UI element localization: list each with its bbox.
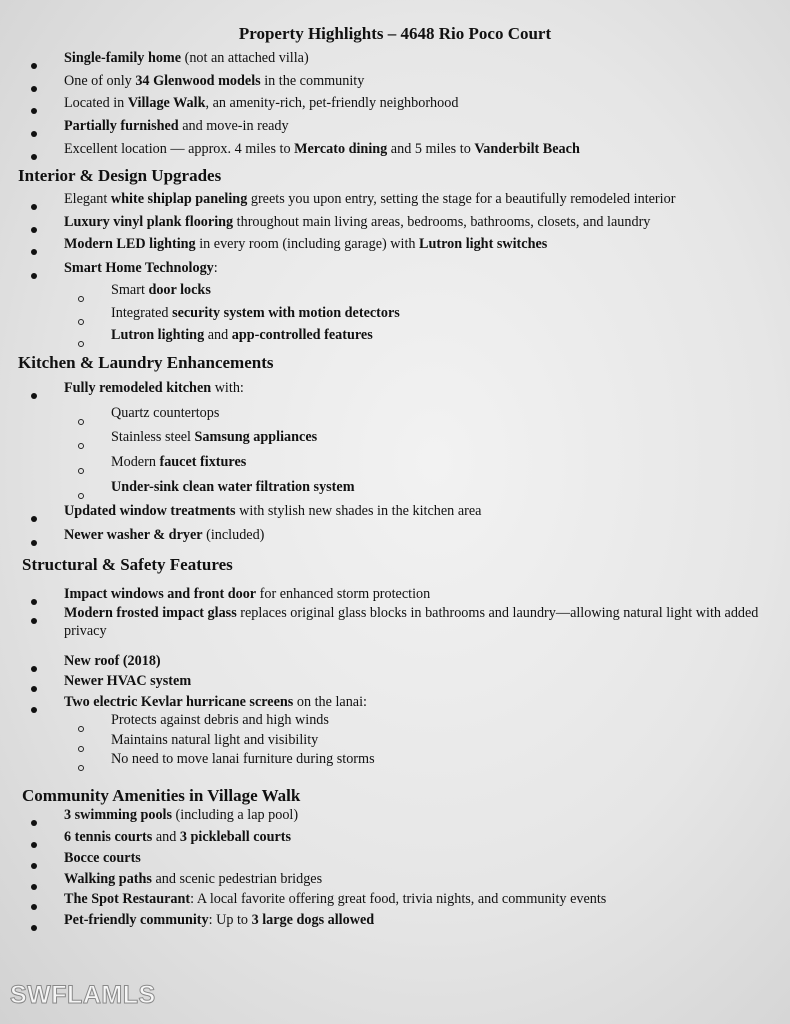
list-item bbox=[64, 870, 764, 888]
hollow-bullet-icon bbox=[78, 341, 84, 347]
section-heading-community: Community Amenities in Village Walk bbox=[22, 786, 301, 805]
bullet-icon bbox=[31, 86, 37, 92]
bold-text: Mercato dining bbox=[294, 141, 388, 157]
bold-text: app-controlled features bbox=[231, 327, 373, 343]
bold-text: 34 Glenwood models bbox=[135, 73, 261, 89]
bullet-icon bbox=[31, 925, 37, 931]
bullet-icon bbox=[31, 820, 37, 826]
watermark-logo: SWFLAMLS bbox=[10, 981, 156, 1009]
bold-text: Modern LED lighting bbox=[64, 236, 196, 252]
sub-list-item bbox=[111, 711, 751, 729]
bullet-icon bbox=[31, 842, 37, 848]
bold-text: Under-sink clean water filtration system bbox=[111, 479, 355, 495]
section-heading-structural: Structural & Safety Features bbox=[22, 555, 233, 574]
list-item bbox=[64, 693, 764, 711]
bold-text: Lutron lighting bbox=[111, 327, 205, 343]
list-item bbox=[64, 140, 764, 158]
bold-text: Partially furnished bbox=[64, 118, 179, 134]
bold-text: 6 tennis courts bbox=[64, 829, 153, 845]
text: Located in bbox=[64, 95, 128, 111]
bold-text: Bocce courts bbox=[64, 850, 141, 866]
text: Stainless steel bbox=[111, 429, 195, 445]
bullet-icon bbox=[31, 599, 37, 605]
bold-text: Newer HVAC system bbox=[64, 673, 192, 689]
sub-list-item bbox=[111, 750, 751, 768]
text: (not an attached villa) bbox=[181, 50, 309, 66]
list-item bbox=[64, 213, 764, 231]
bold-text: New roof (2018) bbox=[64, 653, 161, 669]
list-item bbox=[64, 502, 764, 520]
bold-text: Newer washer & dryer bbox=[64, 527, 203, 543]
text: Maintains natural light and visibility bbox=[111, 732, 319, 748]
text: Elegant bbox=[64, 191, 111, 207]
text: (including a lap pool) bbox=[172, 807, 299, 823]
text: for enhanced storm protection bbox=[256, 586, 431, 602]
text: : bbox=[213, 260, 218, 276]
bold-text: 3 pickleball courts bbox=[179, 829, 292, 845]
list-item bbox=[64, 828, 764, 846]
bullet-icon bbox=[31, 904, 37, 910]
text: with: bbox=[211, 380, 244, 396]
list-item bbox=[64, 890, 764, 908]
bullet-icon bbox=[31, 666, 37, 672]
bold-text: Walking paths bbox=[64, 871, 152, 887]
bold-text: 3 swimming pools bbox=[64, 807, 172, 823]
list-item bbox=[64, 117, 764, 135]
text: Protects against debris and high winds bbox=[111, 712, 329, 728]
bold-text: Village Walk bbox=[127, 95, 206, 111]
bullet-icon bbox=[31, 227, 37, 233]
hollow-bullet-icon bbox=[78, 746, 84, 752]
bold-text: faucet fixtures bbox=[159, 454, 247, 470]
text: on the lanai: bbox=[293, 694, 367, 710]
list-item bbox=[64, 190, 764, 208]
bold-text: Samsung appliances bbox=[194, 429, 318, 445]
bullet-icon bbox=[31, 154, 37, 160]
list-item bbox=[64, 585, 764, 603]
sub-list-item bbox=[111, 281, 751, 299]
bold-text: Smart Home Technology bbox=[64, 260, 214, 276]
text: (included) bbox=[202, 527, 265, 543]
list-item bbox=[64, 235, 764, 253]
sub-list-item bbox=[111, 453, 751, 471]
bullet-icon bbox=[31, 516, 37, 522]
bullet-icon bbox=[31, 686, 37, 692]
text: Excellent location — approx. 4 miles to bbox=[64, 141, 295, 157]
text: greets you upon entry, setting the stage for a beautifully remodeled interior bbox=[247, 191, 676, 207]
hollow-bullet-icon bbox=[78, 726, 84, 732]
bold-text: Pet-friendly community bbox=[64, 912, 209, 928]
bullet-icon bbox=[31, 108, 37, 114]
bullet-icon bbox=[31, 707, 37, 713]
text: Integrated bbox=[111, 305, 173, 321]
list-item bbox=[64, 259, 764, 277]
list-item bbox=[64, 911, 764, 929]
bullet-icon bbox=[31, 249, 37, 255]
list-item bbox=[64, 526, 764, 544]
bullet-icon bbox=[31, 131, 37, 137]
hollow-bullet-icon bbox=[78, 419, 84, 425]
bold-text: Vanderbilt Beach bbox=[474, 141, 580, 157]
sub-list-item bbox=[111, 478, 751, 496]
list-item bbox=[64, 806, 764, 824]
list-item bbox=[64, 94, 764, 112]
hollow-bullet-icon bbox=[78, 765, 84, 771]
list-item bbox=[64, 672, 764, 690]
hollow-bullet-icon bbox=[78, 468, 84, 474]
hollow-bullet-icon bbox=[78, 493, 84, 499]
bullet-icon bbox=[31, 273, 37, 279]
text: throughout main living areas, bedrooms, bathrooms, closets, and laundry bbox=[233, 214, 651, 230]
bullet-icon bbox=[31, 618, 37, 624]
bullet-icon bbox=[31, 863, 37, 869]
text: replaces original glass blocks in bathrooms and laundry—allowing natural light with added privacy bbox=[64, 605, 759, 639]
text: One of only bbox=[64, 73, 136, 89]
bold-text: security system with motion detectors bbox=[172, 305, 400, 321]
bold-text: Lutron light switches bbox=[419, 236, 548, 252]
bullet-icon bbox=[31, 540, 37, 546]
text: Quartz countertops bbox=[111, 405, 220, 421]
bold-text: 3 large dogs allowed bbox=[251, 912, 375, 928]
list-item bbox=[64, 849, 764, 867]
bullet-icon bbox=[31, 884, 37, 890]
section-heading-kitchen: Kitchen & Laundry Enhancements bbox=[18, 353, 274, 372]
sub-list-item bbox=[111, 404, 751, 422]
text: in every room (including garage) with bbox=[195, 236, 420, 252]
text: in the community bbox=[260, 73, 365, 89]
text: : Up to bbox=[208, 912, 252, 928]
text: and scenic pedestrian bridges bbox=[151, 871, 323, 887]
list-item bbox=[64, 72, 764, 90]
bold-text: Modern frosted impact glass bbox=[64, 605, 237, 621]
bold-text: Single-family home bbox=[64, 50, 182, 66]
text: Modern bbox=[111, 454, 160, 470]
text: , an amenity-rich, pet-friendly neighborhood bbox=[205, 95, 459, 111]
list-item bbox=[64, 379, 764, 397]
sub-list-item bbox=[111, 304, 751, 322]
text: Smart bbox=[111, 282, 149, 298]
text: and move-in ready bbox=[178, 118, 289, 134]
text: : A local favorite offering great food, trivia nights, and community events bbox=[190, 891, 607, 907]
list-item bbox=[64, 49, 764, 67]
sub-list-item bbox=[111, 326, 751, 344]
list-item bbox=[64, 652, 764, 670]
bullet-icon bbox=[31, 63, 37, 69]
hollow-bullet-icon bbox=[78, 443, 84, 449]
bullet-icon bbox=[31, 393, 37, 399]
text: and bbox=[152, 829, 180, 845]
bold-text: door locks bbox=[148, 282, 211, 298]
bold-text: Updated window treatments bbox=[64, 503, 236, 519]
bold-text: Luxury vinyl plank flooring bbox=[64, 214, 234, 230]
page-title-text: Property Highlights – 4648 Rio Poco Court bbox=[238, 24, 552, 43]
section-heading-interior: Interior & Design Upgrades bbox=[18, 166, 222, 185]
bold-text: The Spot Restaurant bbox=[64, 891, 191, 907]
text: and bbox=[204, 327, 232, 343]
bold-text: Two electric Kevlar hurricane screens bbox=[64, 694, 294, 710]
page-title bbox=[0, 23, 790, 45]
bold-text: white shiplap paneling bbox=[110, 191, 248, 207]
hollow-bullet-icon bbox=[78, 296, 84, 302]
sub-list-item bbox=[111, 731, 751, 749]
bold-text: Fully remodeled kitchen bbox=[64, 380, 212, 396]
text: with stylish new shades in the kitchen area bbox=[235, 503, 482, 519]
sub-list-item bbox=[111, 428, 751, 446]
text: No need to move lanai furniture during storms bbox=[111, 751, 375, 767]
list-item bbox=[64, 604, 764, 640]
bullet-icon bbox=[31, 204, 37, 210]
bold-text: Impact windows and front door bbox=[64, 586, 257, 602]
hollow-bullet-icon bbox=[78, 319, 84, 325]
text: and 5 miles to bbox=[387, 141, 475, 157]
